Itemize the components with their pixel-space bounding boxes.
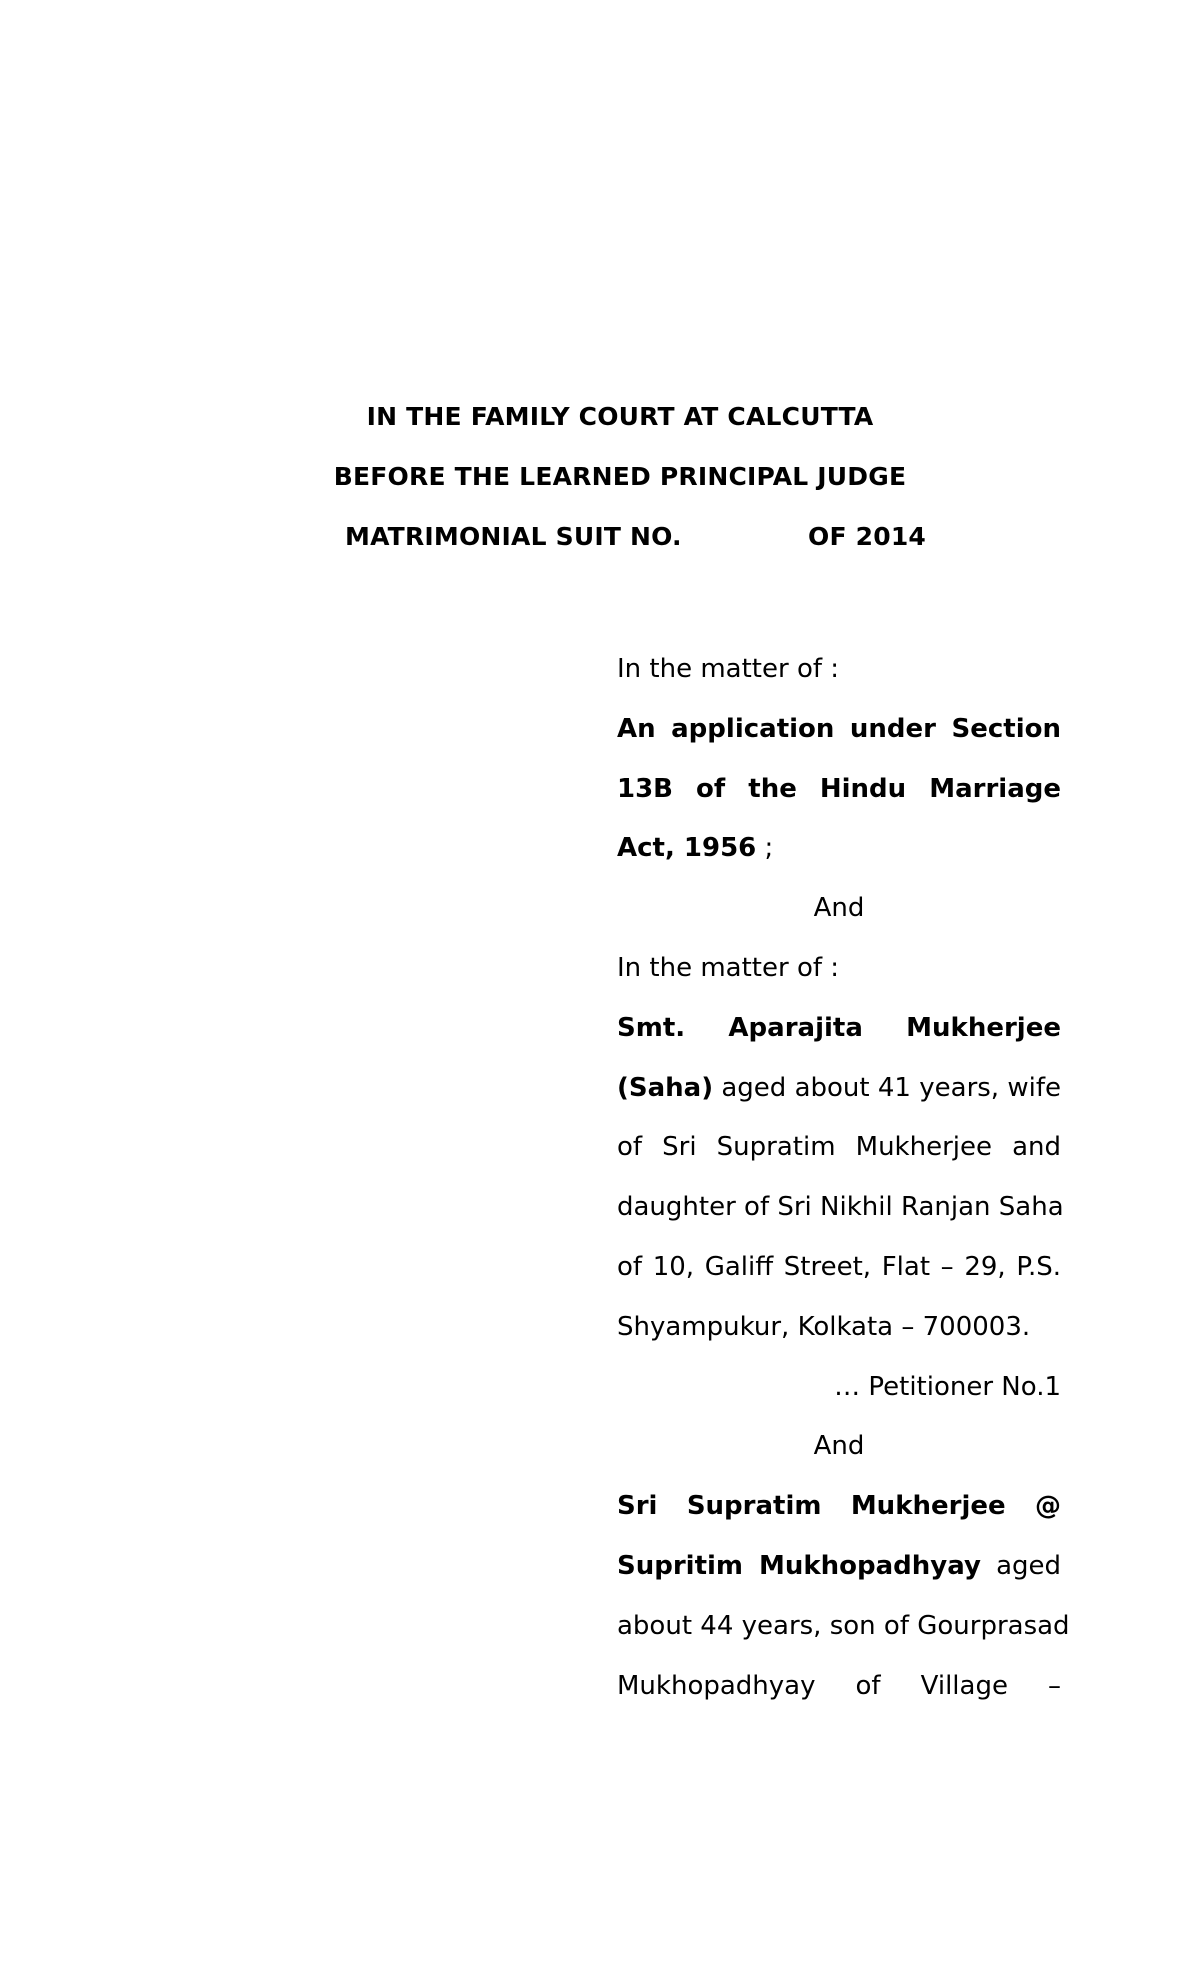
petitioner2-line-2 bbox=[617, 1537, 1061, 1597]
matter-intro-2: In the matter of : bbox=[617, 952, 840, 983]
application-line-2: 13B of the Hindu Marriage bbox=[617, 773, 1061, 804]
matter-column bbox=[617, 640, 1070, 1716]
suit-year: OF 2014 bbox=[808, 522, 927, 551]
act-tail: ; bbox=[756, 833, 774, 864]
application-line-3 bbox=[617, 819, 1061, 879]
petitioner1-line-5: of 10, Galiff Street, Flat – 29, P.S. bbox=[617, 1251, 1061, 1282]
petitioner1-line-2 bbox=[617, 1059, 1061, 1119]
petitioner2-line-4: Mukhopadhyay of Village – bbox=[617, 1670, 1061, 1701]
court-title: IN THE FAMILY COURT AT CALCUTTA bbox=[366, 402, 874, 431]
petitioner1-line-3: of Sri Supratim Mukherjee and bbox=[617, 1132, 1061, 1163]
matter-intro-1: In the matter of : bbox=[617, 654, 840, 684]
petitioner1-line-4: daughter of Sri Nikhil Ranjan Saha bbox=[617, 1192, 1064, 1223]
petitioner1-maiden-name: (Saha) bbox=[617, 1072, 714, 1103]
and-separator-2: And bbox=[813, 1431, 865, 1462]
petitioner1-age: aged about 41 years, wife bbox=[713, 1072, 1061, 1103]
petitioner2-line-3: about 44 years, son of Gourprasad bbox=[617, 1610, 1070, 1641]
petitioner1-designation: … Petitioner No.1 bbox=[834, 1371, 1061, 1402]
petitioner1-name-line: Smt. Aparajita Mukherjee bbox=[617, 1012, 1061, 1043]
petitioner2-age: aged bbox=[980, 1550, 1062, 1581]
petitioner2-name-line: Sri Supratim Mukherjee @ bbox=[617, 1491, 1061, 1522]
petitioner1-line-6: Shyampukur, Kolkata – 700003. bbox=[617, 1311, 1031, 1342]
act-name: Act, 1956 bbox=[617, 833, 757, 864]
judge-title: BEFORE THE LEARNED PRINCIPAL JUDGE bbox=[333, 462, 907, 491]
application-line-1: An application under Section bbox=[617, 713, 1061, 744]
suit-number-label: MATRIMONIAL SUIT NO. bbox=[345, 522, 682, 551]
and-separator-1: And bbox=[813, 893, 865, 924]
petitioner2-alias: Supritim Mukhopadhyay bbox=[617, 1550, 981, 1581]
